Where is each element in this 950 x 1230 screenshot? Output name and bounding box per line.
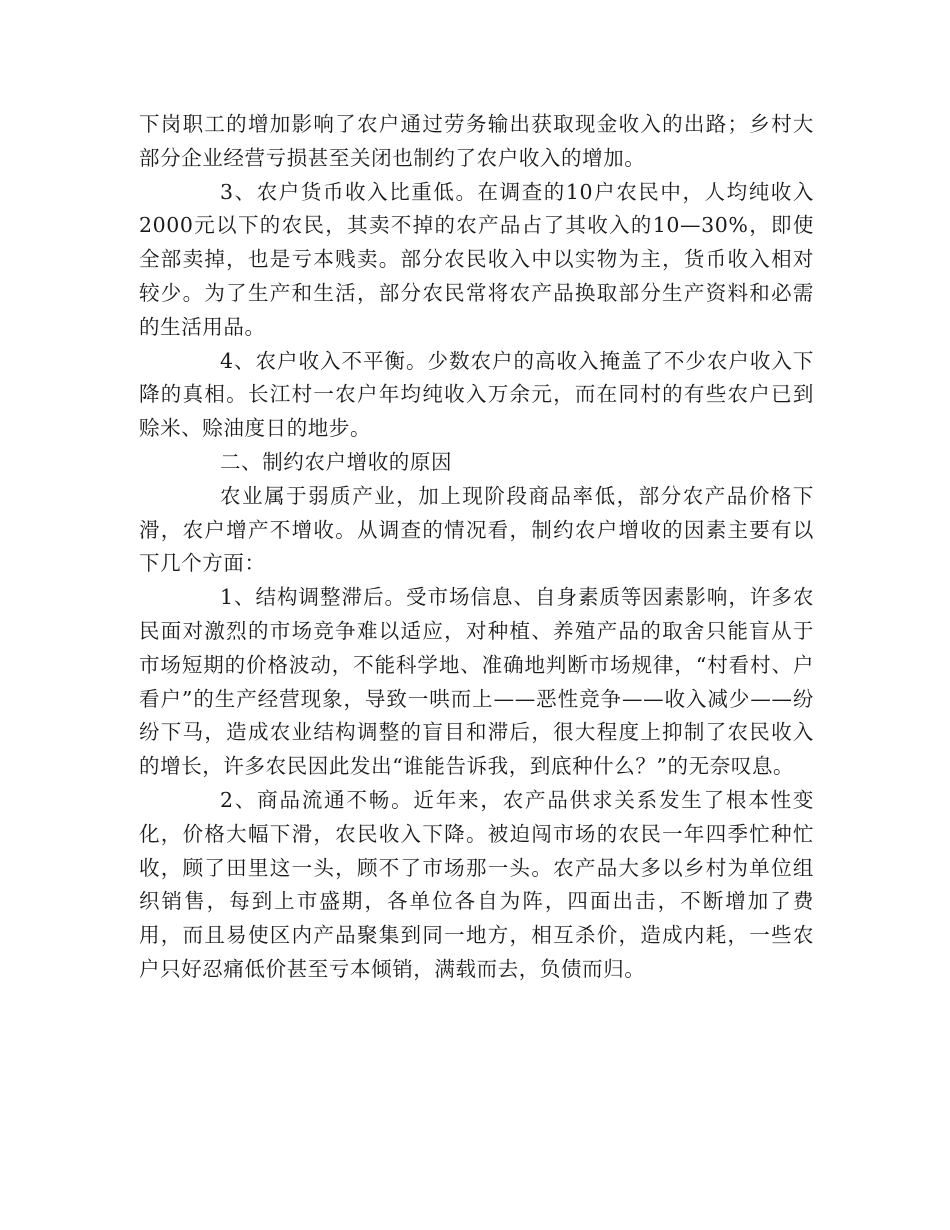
document-body	[139, 108, 814, 987]
paragraph-point-3-monetary-income: 3、农户货币收入比重低。在调查的10户农民中，人均纯收入2000元以下的农民，其卖不掉的农产品占了其收入的10—30%，即使全部卖掉，也是亏本贱卖。部分农民收入中以实物为主，货币收入相对较少。为了生产和生活，部分农民常将农产品换取部分生产资料和必需的生活用品。	[139, 179, 814, 339]
paragraph-point-4-income-imbalance: 4、农户收入不平衡。少数农户的高收入掩盖了不少农户收入下降的真相。长江村一农户年均纯收入万余元，而在同村的有些农户已到赊米、赊油度日的地步。	[139, 348, 814, 441]
paragraph-constraints-intro: 农业属于弱质产业，加上现阶段商品率低，部分农产品价格下滑，农户增产不增收。从调查的情况看，制约农户增收的因素主要有以下几个方面：	[139, 483, 814, 576]
paragraph-continuation: 下岗职工的增加影响了农户通过劳务输出获取现金收入的出路；乡村大部分企业经营亏损甚至关闭也制约了农户收入的增加。	[139, 112, 814, 170]
paragraph-reason-1-structure-adjustment: 1、结构调整滞后。受市场信息、自身素质等因素影响，许多农民面对激烈的市场竞争难以适应，对种植、养殖产品的取舍只能盲从于市场短期的价格波动，不能科学地、准确地判断市场规律，“村看村、户看户”的生产经营现象，导致一哄而上——恶性竞争——收入减少——纷纷下马，造成农业结构调整的盲目和滞后，很大程度上抑制了农民收入的增长，许多农民因此发出“谁能告诉我，到底种什么？”的无奈叹息。	[139, 585, 814, 779]
paragraph-reason-2-commodity-circulation: 2、商品流通不畅。近年来，农产品供求关系发生了根本性变化，价格大幅下滑，农民收入下降。被迫闯市场的农民一年四季忙种忙收，顾了田里这一头，顾不了市场那一头。农产品大多以乡村为单位组织销售，每到上市盛期，各单位各自为阵，四面出击，不断增加了费用，而且易使区内产品聚集到同一地方，相互杀价，造成内耗，一些农户只好忍痛低价甚至亏本倾销，满载而去，负债而归。	[139, 787, 814, 981]
section-heading-constraints: 二、制约农户增收的原因	[220, 449, 453, 474]
